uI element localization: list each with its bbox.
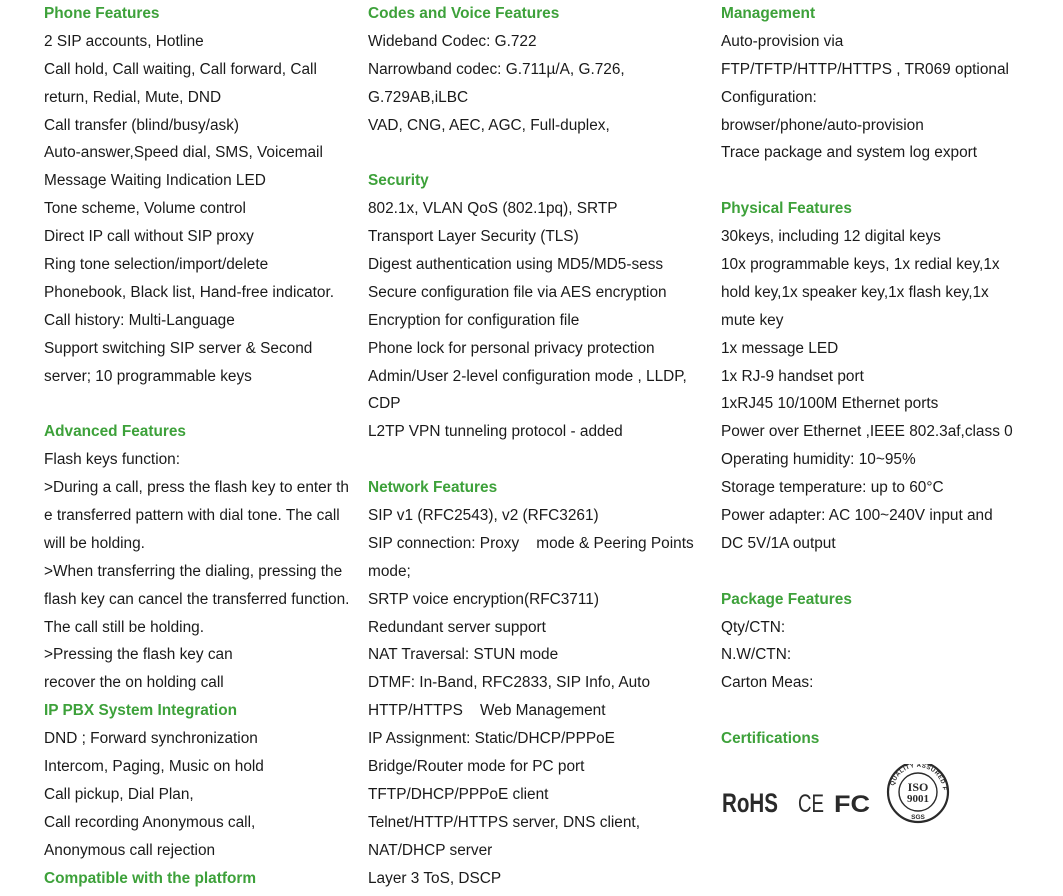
physical-list <box>721 223 1061 558</box>
list-item: 30keys, including 12 digital keys <box>721 228 941 246</box>
list-item: >Pressing the flash key can <box>44 646 233 664</box>
list-item: Direct IP call without SIP proxy <box>44 228 254 246</box>
list-item: return, Redial, Mute, DND <box>44 88 222 106</box>
list-item: SRTP voice encryption(RFC3711) <box>368 590 599 608</box>
list-item: 1xRJ45 10/100M Ethernet ports <box>721 395 939 413</box>
rohs-logo <box>722 788 778 818</box>
spacer <box>368 446 718 474</box>
list-item: Digest authentication using MD5/MD5-sess <box>368 256 664 274</box>
list-item: L2TP VPN tunneling protocol - added <box>368 423 623 441</box>
spacer <box>721 558 1061 586</box>
spacer <box>721 167 1061 195</box>
section-title-codecs: Codes and Voice Features <box>368 5 560 22</box>
spacer <box>368 139 718 167</box>
list-item: Ring tone selection/import/delete <box>44 256 269 274</box>
section-title-management: Management <box>721 5 816 22</box>
phone-features-list <box>44 28 366 391</box>
list-item: 1x message LED <box>721 339 839 357</box>
list-item: Phone lock for personal privacy protection <box>368 339 655 357</box>
list-item: Call history: Multi-Language <box>44 311 235 329</box>
list-item: Operating humidity: 10~95% <box>721 451 916 469</box>
list-item: Qty/CTN: <box>721 618 786 636</box>
list-item: >When transferring the dialing, pressing the <box>44 562 343 580</box>
list-item: SIP connection: Proxy mode & Peering Points <box>368 534 694 552</box>
list-item: NAT Traversal: STUN mode <box>368 646 559 664</box>
list-item: flash key can cancel the transferred function. <box>44 590 350 608</box>
column-left <box>44 0 366 893</box>
list-item: server; 10 programmable keys <box>44 367 252 385</box>
list-item: Support switching SIP server & Second <box>44 339 313 357</box>
svg-text:FC: FC <box>834 791 870 818</box>
list-item: Admin/User 2-level configuration mode , LLDP, <box>368 367 687 385</box>
management-list <box>721 28 1061 167</box>
list-item: Carton Meas: <box>721 674 814 692</box>
list-item: Encryption for configuration file <box>368 311 580 329</box>
list-item: SIP v1 (RFC2543), v2 (RFC3261) <box>368 507 599 525</box>
section-title-compatible: Compatible with the platform <box>44 869 257 887</box>
list-item: Narrowband codec: G.711µ/A, G.726, <box>368 60 625 78</box>
svg-text:SGS: SGS <box>911 814 925 821</box>
list-item: Transport Layer Security (TLS) <box>368 228 579 246</box>
svg-text:9001: 9001 <box>907 793 929 805</box>
list-item: recover the on holding call <box>44 674 224 692</box>
list-item: VAD, CNG, AEC, AGC, Full-duplex, <box>368 116 610 134</box>
svg-text:QUALITY ASSURED FIRM: QUALITY ASSURED F <box>889 764 948 792</box>
section-title-advanced-features: Advanced Features <box>44 423 186 441</box>
list-item: Call pickup, Dial Plan, <box>44 785 194 803</box>
list-item: FTP/TFTP/HTTP/HTTPS , TR069 optional <box>721 60 1009 78</box>
list-item: browser/phone/auto-provision <box>721 116 924 134</box>
spacer <box>721 697 1061 725</box>
list-item: IP Assignment: Static/DHCP/PPPoE <box>368 730 615 748</box>
section-title-physical: Physical Features <box>721 200 852 218</box>
list-item: Bridge/Router mode for PC port <box>368 758 585 776</box>
column-middle <box>368 0 718 893</box>
list-item: NAT/DHCP server <box>368 841 493 859</box>
list-item: mode; <box>368 562 411 580</box>
list-item: 1x RJ-9 handset port <box>721 367 864 385</box>
list-item: Storage temperature: up to 60°C <box>721 479 944 497</box>
list-item: Call transfer (blind/busy/ask) <box>44 116 240 134</box>
list-item: Redundant server support <box>368 618 546 636</box>
list-item: Power adapter: AC 100~240V input and <box>721 507 993 525</box>
list-item: Message Waiting Indication LED <box>44 172 266 190</box>
list-item: Configuration: <box>721 88 817 106</box>
svg-text:CE: CE <box>798 790 824 818</box>
list-item: The call still be holding. <box>44 618 204 636</box>
list-item: DC 5V/1A output <box>721 534 836 552</box>
list-item: Intercom, Paging, Music on hold <box>44 758 264 776</box>
list-item: G.729AB,iLBC <box>368 88 469 106</box>
ip-pbx-list <box>44 725 366 864</box>
list-item: Layer 3 ToS, DSCP <box>368 869 502 887</box>
section-title-security: Security <box>368 172 429 190</box>
list-item: TFTP/DHCP/PPPoE client <box>368 785 549 803</box>
package-list <box>721 614 1061 698</box>
list-item: 2 SIP accounts, Hotline <box>44 32 204 50</box>
section-title-phone-features: Phone Features <box>44 5 160 22</box>
list-item: Wideband Codec: G.722 <box>368 32 537 50</box>
list-item: Auto-answer,Speed dial, SMS, Voicemail <box>44 144 323 162</box>
section-title-ip-pbx: IP PBX System Integration <box>44 702 238 720</box>
list-item: Trace package and system log export <box>721 144 978 162</box>
list-item: e transferred pattern with dial tone. The call <box>44 507 340 525</box>
list-item: Power over Ethernet ,IEEE 802.3af,class 0 <box>721 423 1013 441</box>
svg-text:ISO: ISO <box>907 780 929 794</box>
list-item: 10x programmable keys, 1x redial key,1x <box>721 256 1000 274</box>
list-item: Flash keys function: <box>44 451 181 469</box>
codecs-list <box>368 28 718 140</box>
certification-logos <box>722 764 962 828</box>
section-title-network: Network Features <box>368 479 498 497</box>
list-item: Tone scheme, Volume control <box>44 200 246 218</box>
list-item: HTTP/HTTPS Web Management <box>368 702 606 720</box>
list-item: Anonymous call rejection <box>44 841 216 859</box>
list-item: Secure configuration file via AES encryption <box>368 283 667 301</box>
spacer <box>44 390 366 418</box>
list-item: >During a call, press the flash key to enter th <box>44 479 349 497</box>
list-item: DTMF: In-Band, RFC2833, SIP Info, Auto <box>368 674 651 692</box>
list-item: mute key <box>721 311 784 329</box>
list-item: Telnet/HTTP/HTTPS server, DNS client, <box>368 813 640 831</box>
list-item: will be holding. <box>44 534 145 552</box>
list-item: 802.1x, VLAN QoS (802.1pq), SRTP <box>368 200 618 218</box>
list-item: DND ; Forward synchronization <box>44 730 258 748</box>
list-item: CDP <box>368 395 401 413</box>
list-item: hold key,1x speaker key,1x flash key,1x <box>721 283 989 301</box>
list-item: Call recording Anonymous call, <box>44 813 256 831</box>
fcc-logo <box>834 791 870 818</box>
section-title-certifications: Certifications <box>721 730 820 748</box>
svg-text:RoHS: RoHS <box>722 788 778 818</box>
list-item: Phonebook, Black list, Hand-free indicator. <box>44 283 335 301</box>
column-right <box>721 0 1061 753</box>
list-item: N.W/CTN: <box>721 646 792 664</box>
network-list <box>368 502 718 892</box>
list-item: Auto-provision via <box>721 32 844 50</box>
advanced-features-list <box>44 446 366 697</box>
section-title-package: Package Features <box>721 590 852 608</box>
ce-mark-logo <box>798 790 824 818</box>
security-list <box>368 195 718 446</box>
list-item: Call hold, Call waiting, Call forward, Call <box>44 60 317 78</box>
